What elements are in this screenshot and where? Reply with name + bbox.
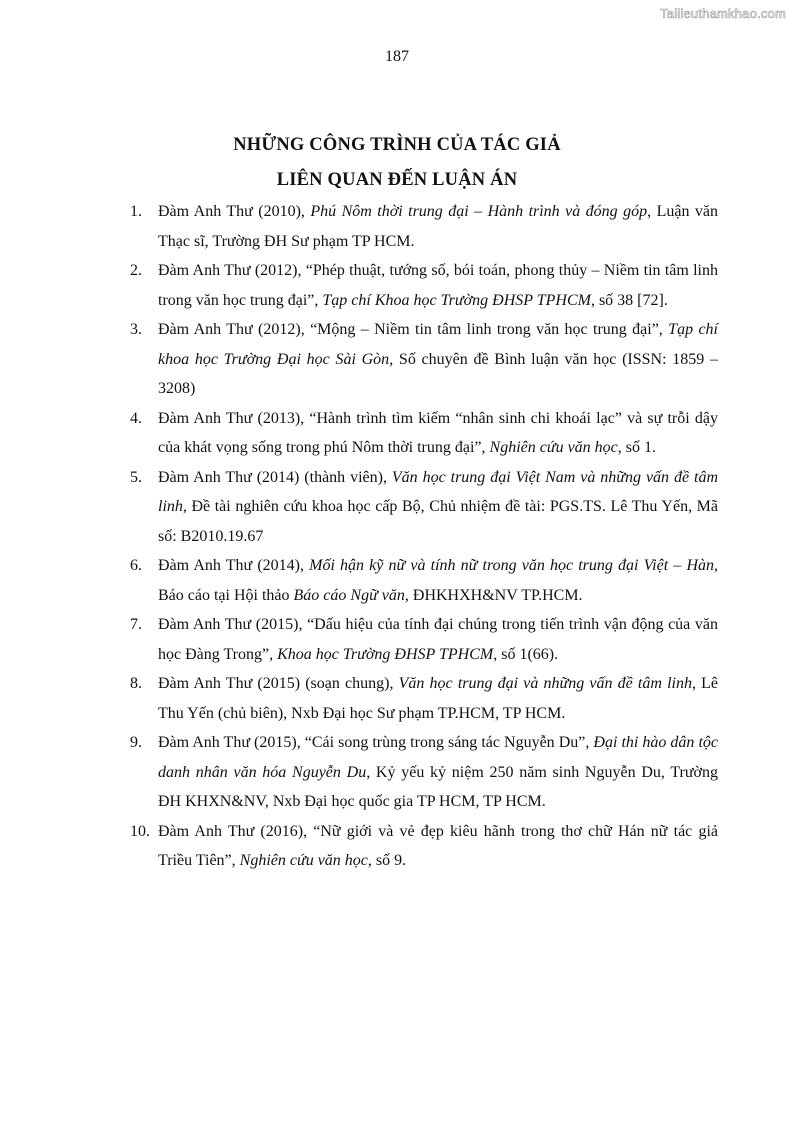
reference-text: Đàm Anh Thư (2014) (thành viên), — [158, 468, 392, 486]
reference-text: Đàm Anh Thư (2015), “Cái song trùng trong sáng tác Nguyễn Du”, — [158, 734, 594, 751]
reference-number: 8. — [130, 675, 142, 692]
reference-text: Đàm Anh Thư (2013), “Hành trình tìm kiếm “nhân sinh chi khoái lạc” và sự trỗi dậy của khát vọng sống trong phú Nôm thời trung đại”, — [158, 409, 718, 456]
reference-text: , ĐHKHXH&NV TP.HCM. — [404, 586, 583, 604]
reference-number: 2. — [130, 262, 142, 279]
reference-item — [130, 315, 718, 404]
reference-text: Đàm Anh Thư (2014), — [158, 557, 310, 574]
reference-text: , Luận văn Thạc sĩ, Trường ĐH Sư phạm TP HCM. — [158, 203, 718, 250]
reference-italic-title: Phú Nôm thời trung đại – Hành trình và đóng góp — [310, 203, 648, 220]
reference-number: 5. — [130, 468, 142, 486]
reference-text: , số 38 [72]. — [590, 291, 668, 309]
reference-text: , Lê Thu Yến (chủ biên), Nxb Đại học Sư phạm TP.HCM, TP HCM. — [158, 675, 719, 722]
reference-italic-title: Đại thi hào dân tộc danh nhân văn hóa Nguyễn Du — [158, 734, 719, 781]
reference-italic-title: Báo cáo Ngữ văn — [293, 586, 405, 604]
reference-number: 10. — [130, 822, 150, 840]
reference-text: Đàm Anh Thư (2012), “Mộng – Niềm tin tâm linh trong văn học trung đại”, — [158, 321, 669, 338]
reference-number: 6. — [130, 557, 142, 574]
reference-italic-title: Mối hận kỹ nữ và tính nữ trong văn học trung đại Việt – Hàn — [309, 557, 715, 574]
reference-text: Đàm Anh Thư (2015) (soạn chung), — [158, 675, 399, 692]
reference-text: Đàm Anh Thư (2015), “Dấu hiệu của tính đại chúng trong tiến trình vận động của văn học Đàng Trong”, — [158, 616, 718, 663]
reference-text: , Kỷ yếu kỷ niệm 250 năm sinh Nguyễn Du, Trường ĐH KHXN&NV, Nxb Đại học quốc gia TP HCM, TP HCM. — [158, 763, 718, 810]
reference-italic-title: Nghiên cứu văn học — [239, 852, 368, 869]
reference-text: , Số chuyên đề Bình luận văn học (ISSN: 1859 – 3208) — [158, 350, 718, 397]
page-title-line-1: NHỮNG CÔNG TRÌNH CỦA TÁC GIẢ — [233, 135, 561, 155]
reference-item — [130, 404, 718, 463]
reference-italic-title: Văn học trung đại Việt Nam và những vấn đề tâm linh — [158, 468, 719, 515]
reference-italic-title: Tạp chí khoa học Trường Đại học Sài Gòn — [158, 321, 718, 368]
reference-item — [130, 551, 718, 610]
reference-text: Đàm Anh Thư (2016), “Nữ giới và vẻ đẹp kiêu hãnh trong thơ chữ Hán nữ tác giả Triều Tiên”, — [158, 822, 718, 869]
reference-text: , số 9. — [367, 852, 407, 869]
page-number: 187 — [385, 48, 409, 65]
reference-number: 3. — [130, 321, 142, 338]
reference-number: 1. — [130, 203, 142, 220]
reference-item — [130, 256, 718, 315]
page-title-line-2: LIÊN QUAN ĐẾN LUẬN ÁN — [276, 170, 518, 190]
reference-item — [130, 463, 718, 552]
reference-number: 9. — [130, 734, 142, 751]
reference-item — [130, 610, 718, 669]
reference-text: Đàm Anh Thư (2012), “Phép thuật, tướng số, bói toán, phong thủy – Niềm tin tâm linh trong văn học trung đại”, — [158, 262, 718, 309]
watermark: Tailieuthamkhao.com — [660, 6, 786, 21]
reference-text: , số 1. — [617, 439, 657, 456]
reference-item — [130, 728, 718, 817]
reference-italic-title: Khoa học Trường ĐHSP TPHCM — [277, 645, 494, 663]
reference-italic-title: Văn học trung đại và những vấn đề tâm linh — [398, 675, 692, 692]
reference-text: Đàm Anh Thư (2010), — [158, 203, 311, 220]
reference-italic-title: Tạp chí Khoa học Trường ĐHSP TPHCM — [322, 291, 591, 309]
reference-italic-title: Nghiên cứu văn học — [489, 439, 618, 456]
reference-item — [130, 197, 718, 256]
reference-item — [130, 669, 718, 728]
reference-number: 7. — [130, 616, 142, 633]
reference-list — [130, 197, 718, 876]
reference-item — [130, 817, 718, 876]
reference-text: , số 1(66). — [493, 645, 559, 663]
reference-number: 4. — [130, 409, 142, 427]
reference-text: , Báo cáo tại Hội thảo — [158, 557, 719, 604]
reference-text: , Đề tài nghiên cứu khoa học cấp Bộ, Chủ nhiệm đề tài: PGS.TS. Lê Thu Yến, Mã số: B2010.19.67 — [158, 498, 718, 545]
